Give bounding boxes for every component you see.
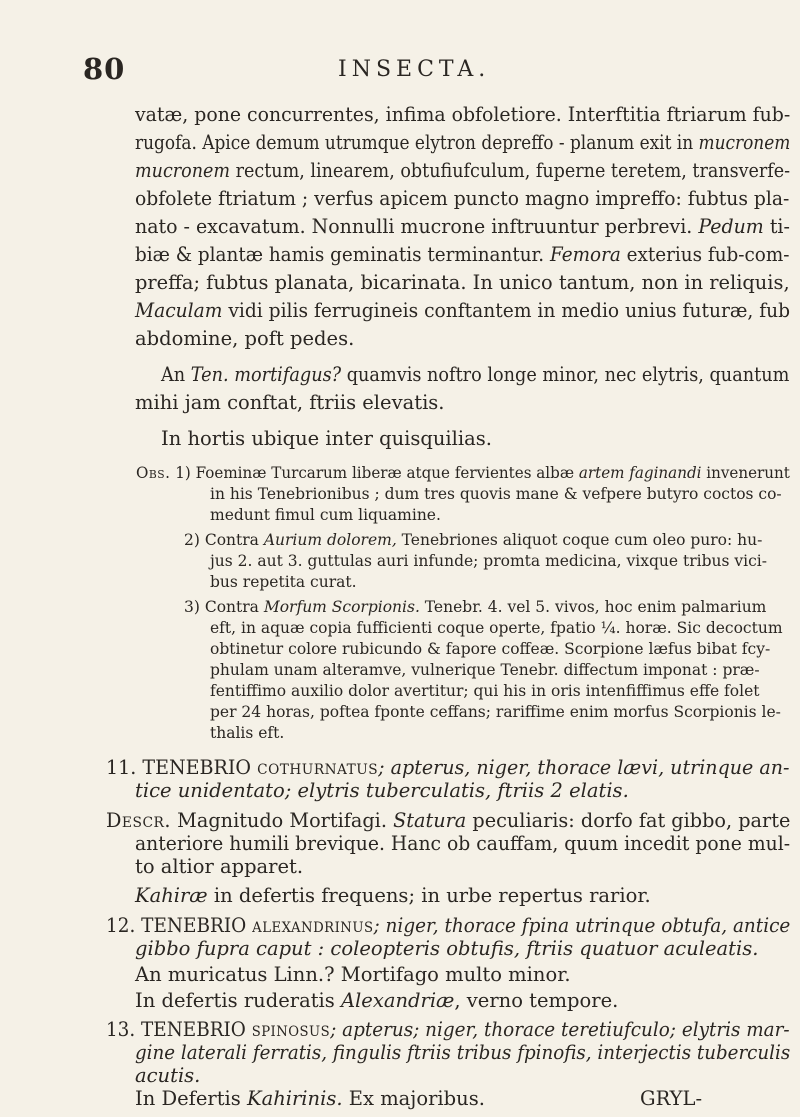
running-head: INSECTA. <box>338 57 491 82</box>
obs-line: in his Tenebrionibus ; dum tres quovis mane & vefpere butyro coctos co- <box>210 485 782 503</box>
text-line: mihi jam conftat, ftriis elevatis. <box>135 391 445 414</box>
catchword: GRYL- <box>640 1087 703 1111</box>
obs-line: thalis eft. <box>210 724 285 742</box>
entry-description: anteriore humili brevique. Hanc ob cauffam, quum incedit pone mul- <box>135 831 791 855</box>
obs-line: eft, in aquæ copia fufficienti coque operte, fpatio ¼. horæ. Sic decoctum <box>210 619 783 637</box>
text-line: An Ten. mortifagus? quamvis noftro longe minor, nec elytris, quantum <box>161 363 790 386</box>
obs-line: Obs. 1) Foeminæ Turcarum liberæ atque fervientes albæ artem faginandi invenerunt <box>136 464 790 482</box>
page-number: 80 <box>83 52 126 86</box>
text-line: preffa; fubtus planata, bicarinata. In unico tantum, non in reliquis, <box>135 271 790 294</box>
entry-heading: 12. TENEBRIO alexandrinus; niger, thorace fpina utrinque obtufa, antice <box>106 913 791 937</box>
text-line: rugofa. Apice demum utrumque elytron depreffo - planum exit in mucronem <box>135 131 791 154</box>
text-line: mucronem rectum, linearem, obtufiufculum, fuperne teretem, transverfe- <box>135 159 791 182</box>
entry-diagnosis: gibbo fupra caput : coleopteris obtufis, ftriis quatuor aculeatis. <box>135 936 759 960</box>
text-line: abdomine, poft pedes. <box>135 327 355 350</box>
obs-line: 3) Contra Morfum Scorpionis. Tenebr. 4. vel 5. vivos, hoc enim palmarium <box>184 598 767 616</box>
obs-line: jus 2. aut 3. guttulas auri infunde; promta medicina, vixque tribus vici- <box>210 552 767 570</box>
text-line: biæ & plantæ hamis geminatis terminantur. Femora exterius fub-com- <box>135 243 790 266</box>
text-line: Maculam vidi pilis ferrugineis conftantem in medio unius futuræ, fub <box>135 299 791 322</box>
entry-diagnosis: tice unidentato; elytris tuberculatis, ftriis 2 elatis. <box>135 779 629 803</box>
entry-diagnosis: acutis. <box>135 1064 201 1088</box>
obs-line: obtinetur colore rubicundo & fapore coffeæ. Scorpione læfus bibat fcy- <box>210 640 771 658</box>
text-line: nato - excavatum. Nonnulli mucrone inftruuntur perbrevi. Pedum ti- <box>135 215 790 238</box>
obs-line: 2) Contra Aurium dolorem, Tenebriones aliquot coque cum oleo puro: hu- <box>184 531 763 549</box>
text-line: obfolete ftriatum ; verfus apicem puncto magno impreffo: fubtus pla- <box>135 187 790 210</box>
obs-line: per 24 horas, poftea fponte ceffans; rariffime enim morfus Scorpionis le- <box>210 703 781 721</box>
entry-description: to altior apparet. <box>135 854 304 878</box>
habitat-line: In hortis ubique inter quisquilias. <box>161 427 492 450</box>
obs-line: medunt fimul cum liquamine. <box>210 506 441 524</box>
entry-note: An muricatus Linn.? Mortifago multo minor. <box>135 962 571 986</box>
entry-diagnosis: gine laterali ferratis, fingulis ftriis tribus fpinofis, interjectis tuberculis <box>135 1041 791 1065</box>
entry-habitat: Kahiræ in defertis frequens; in urbe repertus rarior. <box>135 884 651 908</box>
entry-heading: 13. TENEBRIO spinosus; apterus; niger, thorace teretiufculo; elytris mar- <box>106 1018 790 1042</box>
entry-habitat: In Defertis Kahirinis. Ex majoribus. <box>135 1087 485 1111</box>
page-header <box>0 52 800 92</box>
text-line: vatæ, pone concurrentes, infima obfoletiore. Interftitia ftriarum fub- <box>135 103 791 126</box>
entry-heading: 11. TENEBRIO cothurnatus; apterus, niger, thorace lævi, utrinque an- <box>106 756 790 780</box>
entry-habitat: In defertis ruderatis Alexandriæ, verno tempore. <box>135 988 619 1012</box>
entry-description: Descr. Magnitudo Mortifagi. Statura peculiaris: dorfo fat gibbo, parte <box>106 808 791 832</box>
obs-line: bus repetita curat. <box>210 573 357 591</box>
obs-line: phulam unam alteramve, vulnerique Tenebr. diffectum imponat : præ- <box>210 661 760 679</box>
obs-line: fentiffimo auxilio dolor avertitur; qui his in oris intenfiffimus effe folet <box>210 682 760 700</box>
